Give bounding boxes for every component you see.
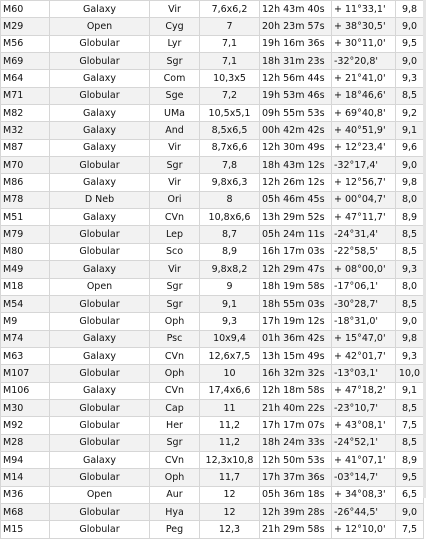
right-ascension-cell[interactable]: 09h 55m 53s	[260, 105, 332, 122]
size-cell[interactable]: 17,4x6,6	[200, 382, 260, 399]
constellation-cell[interactable]: Vir	[150, 1, 200, 18]
size-cell[interactable]: 12,3x10,8	[200, 451, 260, 468]
declination-cell[interactable]: + 43°08,1'	[332, 417, 396, 434]
type-cell[interactable]: Open	[50, 278, 150, 295]
type-cell[interactable]: Galaxy	[50, 105, 150, 122]
magnitude-cell[interactable]: 8,5	[396, 226, 424, 243]
magnitude-cell[interactable]: 9,3	[396, 261, 424, 278]
magnitude-cell[interactable]: 6,5	[396, 486, 424, 503]
declination-cell[interactable]: + 12°10,0'	[332, 521, 396, 538]
declination-cell[interactable]: + 11°33,1'	[332, 1, 396, 18]
table-row[interactable]	[1, 191, 424, 208]
type-cell[interactable]: Open	[50, 18, 150, 35]
constellation-cell[interactable]: Lyr	[150, 35, 200, 52]
right-ascension-cell[interactable]: 12h 43m 40s	[260, 1, 332, 18]
magnitude-cell[interactable]: 9,0	[396, 53, 424, 70]
magnitude-cell[interactable]: 8,5	[396, 87, 424, 104]
table-row[interactable]	[1, 122, 424, 139]
constellation-cell[interactable]: Sgr	[150, 53, 200, 70]
object-cell[interactable]: M107	[1, 365, 50, 382]
table-row[interactable]	[1, 451, 424, 468]
constellation-cell[interactable]: Oph	[150, 365, 200, 382]
constellation-cell[interactable]: Cap	[150, 399, 200, 416]
right-ascension-cell[interactable]: 12h 30m 49s	[260, 139, 332, 156]
declination-cell[interactable]: + 18°46,6'	[332, 87, 396, 104]
type-cell[interactable]: Globular	[50, 53, 150, 70]
right-ascension-cell[interactable]: 18h 31m 23s	[260, 53, 332, 70]
table-row[interactable]	[1, 521, 424, 538]
table-row[interactable]	[1, 382, 424, 399]
type-cell[interactable]: Globular	[50, 521, 150, 538]
magnitude-cell[interactable]: 8,5	[396, 243, 424, 260]
right-ascension-cell[interactable]: 13h 15m 49s	[260, 347, 332, 364]
declination-cell[interactable]: -24°52,1'	[332, 434, 396, 451]
constellation-cell[interactable]: Hya	[150, 503, 200, 520]
right-ascension-cell[interactable]: 13h 29m 52s	[260, 209, 332, 226]
declination-cell[interactable]: + 69°40,8'	[332, 105, 396, 122]
table-row[interactable]	[1, 295, 424, 312]
object-cell[interactable]: M49	[1, 261, 50, 278]
magnitude-cell[interactable]: 8,9	[396, 451, 424, 468]
declination-cell[interactable]: -03°14,7'	[332, 469, 396, 486]
size-cell[interactable]: 8,5x6,5	[200, 122, 260, 139]
table-row[interactable]	[1, 226, 424, 243]
declination-cell[interactable]: + 40°51,9'	[332, 122, 396, 139]
object-cell[interactable]: M18	[1, 278, 50, 295]
right-ascension-cell[interactable]: 17h 17m 07s	[260, 417, 332, 434]
object-cell[interactable]: M86	[1, 174, 50, 191]
magnitude-cell[interactable]: 8,5	[396, 434, 424, 451]
declination-cell[interactable]: -17°06,1'	[332, 278, 396, 295]
right-ascension-cell[interactable]: 12h 50m 53s	[260, 451, 332, 468]
type-cell[interactable]: Galaxy	[50, 139, 150, 156]
declination-cell[interactable]: -24°31,4'	[332, 226, 396, 243]
magnitude-cell[interactable]: 9,0	[396, 503, 424, 520]
type-cell[interactable]: Galaxy	[50, 451, 150, 468]
constellation-cell[interactable]: Psc	[150, 330, 200, 347]
declination-cell[interactable]: + 42°01,7'	[332, 347, 396, 364]
constellation-cell[interactable]: CVn	[150, 451, 200, 468]
declination-cell[interactable]: + 12°23,4'	[332, 139, 396, 156]
magnitude-cell[interactable]: 7,5	[396, 521, 424, 538]
type-cell[interactable]: Globular	[50, 35, 150, 52]
size-cell[interactable]: 12	[200, 486, 260, 503]
object-cell[interactable]: M54	[1, 295, 50, 312]
size-cell[interactable]: 10,3x5	[200, 70, 260, 87]
magnitude-cell[interactable]: 9,5	[396, 35, 424, 52]
magnitude-cell[interactable]: 9,0	[396, 313, 424, 330]
size-cell[interactable]: 9,1	[200, 295, 260, 312]
right-ascension-cell[interactable]: 05h 46m 45s	[260, 191, 332, 208]
declination-cell[interactable]: -26°44,5'	[332, 503, 396, 520]
type-cell[interactable]: Galaxy	[50, 1, 150, 18]
right-ascension-cell[interactable]: 16h 32m 32s	[260, 365, 332, 382]
type-cell[interactable]: Globular	[50, 313, 150, 330]
magnitude-cell[interactable]: 8,5	[396, 295, 424, 312]
size-cell[interactable]: 8,7x6,6	[200, 139, 260, 156]
constellation-cell[interactable]: Sge	[150, 87, 200, 104]
magnitude-cell[interactable]: 10,0	[396, 365, 424, 382]
object-cell[interactable]: M94	[1, 451, 50, 468]
table-row[interactable]	[1, 157, 424, 174]
type-cell[interactable]: Globular	[50, 87, 150, 104]
constellation-cell[interactable]: CVn	[150, 382, 200, 399]
constellation-cell[interactable]: CVn	[150, 209, 200, 226]
type-cell[interactable]: Galaxy	[50, 70, 150, 87]
size-cell[interactable]: 7,1	[200, 35, 260, 52]
table-row[interactable]	[1, 18, 424, 35]
type-cell[interactable]: Galaxy	[50, 174, 150, 191]
declination-cell[interactable]: + 00°04,7'	[332, 191, 396, 208]
size-cell[interactable]: 7,2	[200, 87, 260, 104]
object-cell[interactable]: M36	[1, 486, 50, 503]
type-cell[interactable]: Open	[50, 486, 150, 503]
right-ascension-cell[interactable]: 16h 17m 03s	[260, 243, 332, 260]
object-cell[interactable]: M78	[1, 191, 50, 208]
size-cell[interactable]: 12	[200, 503, 260, 520]
magnitude-cell[interactable]: 9,8	[396, 330, 424, 347]
object-cell[interactable]: M64	[1, 70, 50, 87]
table-row[interactable]	[1, 53, 424, 70]
table-row[interactable]	[1, 503, 424, 520]
size-cell[interactable]: 7	[200, 18, 260, 35]
declination-cell[interactable]: -32°20,8'	[332, 53, 396, 70]
type-cell[interactable]: Globular	[50, 157, 150, 174]
magnitude-cell[interactable]: 9,8	[396, 174, 424, 191]
size-cell[interactable]: 10,5x5,1	[200, 105, 260, 122]
object-cell[interactable]: M69	[1, 53, 50, 70]
table-row[interactable]	[1, 313, 424, 330]
object-cell[interactable]: M15	[1, 521, 50, 538]
declination-cell[interactable]: + 41°07,1'	[332, 451, 396, 468]
size-cell[interactable]: 10,8x6,6	[200, 209, 260, 226]
constellation-cell[interactable]: Sco	[150, 243, 200, 260]
size-cell[interactable]: 8,9	[200, 243, 260, 260]
object-cell[interactable]: M51	[1, 209, 50, 226]
constellation-cell[interactable]: Oph	[150, 313, 200, 330]
table-row[interactable]	[1, 330, 424, 347]
size-cell[interactable]: 7,6x6,2	[200, 1, 260, 18]
declination-cell[interactable]: + 34°08,3'	[332, 486, 396, 503]
type-cell[interactable]: Globular	[50, 295, 150, 312]
object-cell[interactable]: M92	[1, 417, 50, 434]
size-cell[interactable]: 7,8	[200, 157, 260, 174]
type-cell[interactable]: D Neb	[50, 191, 150, 208]
table-row[interactable]	[1, 261, 424, 278]
object-cell[interactable]: M9	[1, 313, 50, 330]
right-ascension-cell[interactable]: 18h 55m 03s	[260, 295, 332, 312]
type-cell[interactable]: Galaxy	[50, 382, 150, 399]
declination-cell[interactable]: -32°17,4'	[332, 157, 396, 174]
magnitude-cell[interactable]: 7,5	[396, 417, 424, 434]
object-cell[interactable]: M80	[1, 243, 50, 260]
magnitude-cell[interactable]: 8,5	[396, 399, 424, 416]
constellation-cell[interactable]: Peg	[150, 521, 200, 538]
type-cell[interactable]: Globular	[50, 365, 150, 382]
right-ascension-cell[interactable]: 19h 16m 36s	[260, 35, 332, 52]
table-row[interactable]	[1, 209, 424, 226]
type-cell[interactable]: Galaxy	[50, 261, 150, 278]
constellation-cell[interactable]: Vir	[150, 174, 200, 191]
size-cell[interactable]: 9,3	[200, 313, 260, 330]
constellation-cell[interactable]: UMa	[150, 105, 200, 122]
object-cell[interactable]: M79	[1, 226, 50, 243]
magnitude-cell[interactable]: 9,6	[396, 139, 424, 156]
type-cell[interactable]: Globular	[50, 226, 150, 243]
size-cell[interactable]: 9	[200, 278, 260, 295]
size-cell[interactable]: 9,8x6,3	[200, 174, 260, 191]
constellation-cell[interactable]: Her	[150, 417, 200, 434]
magnitude-cell[interactable]: 9,0	[396, 157, 424, 174]
right-ascension-cell[interactable]: 21h 29m 58s	[260, 521, 332, 538]
type-cell[interactable]: Galaxy	[50, 209, 150, 226]
object-cell[interactable]: M56	[1, 35, 50, 52]
object-cell[interactable]: M30	[1, 399, 50, 416]
size-cell[interactable]: 8	[200, 191, 260, 208]
table-row[interactable]	[1, 469, 424, 486]
right-ascension-cell[interactable]: 12h 56m 44s	[260, 70, 332, 87]
right-ascension-cell[interactable]: 18h 43m 12s	[260, 157, 332, 174]
magnitude-cell[interactable]: 8,0	[396, 191, 424, 208]
object-cell[interactable]: M63	[1, 347, 50, 364]
size-cell[interactable]: 11	[200, 399, 260, 416]
right-ascension-cell[interactable]: 05h 36m 18s	[260, 486, 332, 503]
right-ascension-cell[interactable]: 05h 24m 11s	[260, 226, 332, 243]
object-cell[interactable]: M28	[1, 434, 50, 451]
right-ascension-cell[interactable]: 12h 26m 12s	[260, 174, 332, 191]
magnitude-cell[interactable]: 9,1	[396, 382, 424, 399]
table-row[interactable]	[1, 434, 424, 451]
constellation-cell[interactable]: Sgr	[150, 157, 200, 174]
type-cell[interactable]: Globular	[50, 399, 150, 416]
table-row[interactable]	[1, 35, 424, 52]
constellation-cell[interactable]: Sgr	[150, 278, 200, 295]
size-cell[interactable]: 10x9,4	[200, 330, 260, 347]
right-ascension-cell[interactable]: 20h 23m 57s	[260, 18, 332, 35]
table-row[interactable]	[1, 486, 424, 503]
magnitude-cell[interactable]: 9,8	[396, 1, 424, 18]
constellation-cell[interactable]: Vir	[150, 261, 200, 278]
magnitude-cell[interactable]: 8,0	[396, 278, 424, 295]
constellation-cell[interactable]: CVn	[150, 347, 200, 364]
table-body	[1, 1, 424, 539]
table-row[interactable]	[1, 1, 424, 18]
table-row[interactable]	[1, 105, 424, 122]
right-ascension-cell[interactable]: 17h 19m 12s	[260, 313, 332, 330]
right-ascension-cell[interactable]: 18h 19m 58s	[260, 278, 332, 295]
type-cell[interactable]: Globular	[50, 243, 150, 260]
object-cell[interactable]: M71	[1, 87, 50, 104]
object-cell[interactable]: M68	[1, 503, 50, 520]
magnitude-cell[interactable]: 9,1	[396, 122, 424, 139]
table-row[interactable]	[1, 243, 424, 260]
object-cell[interactable]: M29	[1, 18, 50, 35]
type-cell[interactable]: Globular	[50, 503, 150, 520]
right-ascension-cell[interactable]: 19h 53m 46s	[260, 87, 332, 104]
right-ascension-cell[interactable]: 12h 18m 58s	[260, 382, 332, 399]
constellation-cell[interactable]: Sgr	[150, 295, 200, 312]
type-cell[interactable]: Galaxy	[50, 330, 150, 347]
type-cell[interactable]: Globular	[50, 469, 150, 486]
constellation-cell[interactable]: Com	[150, 70, 200, 87]
declination-cell[interactable]: + 47°11,7'	[332, 209, 396, 226]
object-cell[interactable]: M87	[1, 139, 50, 156]
table-row[interactable]	[1, 365, 424, 382]
declination-cell[interactable]: + 38°30,5'	[332, 18, 396, 35]
table-row[interactable]	[1, 278, 424, 295]
object-cell[interactable]: M32	[1, 122, 50, 139]
type-cell[interactable]: Globular	[50, 434, 150, 451]
declination-cell[interactable]: + 08°00,0'	[332, 261, 396, 278]
size-cell[interactable]: 11,2	[200, 434, 260, 451]
size-cell[interactable]: 12,3	[200, 521, 260, 538]
declination-cell[interactable]: + 15°47,0'	[332, 330, 396, 347]
constellation-cell[interactable]: And	[150, 122, 200, 139]
object-cell[interactable]: M60	[1, 1, 50, 18]
object-cell[interactable]: M14	[1, 469, 50, 486]
right-ascension-cell[interactable]: 12h 39m 28s	[260, 503, 332, 520]
table-row[interactable]	[1, 87, 424, 104]
magnitude-cell[interactable]: 9,3	[396, 347, 424, 364]
table-row[interactable]	[1, 70, 424, 87]
declination-cell[interactable]: -13°03,1'	[332, 365, 396, 382]
object-cell[interactable]: M82	[1, 105, 50, 122]
right-ascension-cell[interactable]: 17h 37m 36s	[260, 469, 332, 486]
right-ascension-cell[interactable]: 12h 29m 47s	[260, 261, 332, 278]
declination-cell[interactable]: -22°58,5'	[332, 243, 396, 260]
magnitude-cell[interactable]: 9,3	[396, 70, 424, 87]
magnitude-cell[interactable]: 9,0	[396, 18, 424, 35]
constellation-cell[interactable]: Vir	[150, 139, 200, 156]
magnitude-cell[interactable]: 8,9	[396, 209, 424, 226]
constellation-cell[interactable]: Aur	[150, 486, 200, 503]
declination-cell[interactable]: -30°28,7'	[332, 295, 396, 312]
magnitude-cell[interactable]: 9,5	[396, 469, 424, 486]
constellation-cell[interactable]: Oph	[150, 469, 200, 486]
right-ascension-cell[interactable]: 01h 36m 42s	[260, 330, 332, 347]
magnitude-cell[interactable]: 9,2	[396, 105, 424, 122]
declination-cell[interactable]: -23°10,7'	[332, 399, 396, 416]
table-row[interactable]	[1, 139, 424, 156]
size-cell[interactable]: 11,7	[200, 469, 260, 486]
table-row[interactable]	[1, 174, 424, 191]
constellation-cell[interactable]: Ori	[150, 191, 200, 208]
object-cell[interactable]: M70	[1, 157, 50, 174]
size-cell[interactable]: 9,8x8,2	[200, 261, 260, 278]
constellation-cell[interactable]: Cyg	[150, 18, 200, 35]
declination-cell[interactable]: + 12°56,7'	[332, 174, 396, 191]
right-ascension-cell[interactable]: 00h 42m 42s	[260, 122, 332, 139]
size-cell[interactable]: 12,6x7,5	[200, 347, 260, 364]
declination-cell[interactable]: + 30°11,0'	[332, 35, 396, 52]
constellation-cell[interactable]: Lep	[150, 226, 200, 243]
type-cell[interactable]: Globular	[50, 417, 150, 434]
right-ascension-cell[interactable]: 18h 24m 33s	[260, 434, 332, 451]
table-row[interactable]	[1, 399, 424, 416]
type-cell[interactable]: Galaxy	[50, 122, 150, 139]
size-cell[interactable]: 11,2	[200, 417, 260, 434]
size-cell[interactable]: 10	[200, 365, 260, 382]
object-cell[interactable]: M106	[1, 382, 50, 399]
declination-cell[interactable]: + 47°18,2'	[332, 382, 396, 399]
table-row[interactable]	[1, 417, 424, 434]
object-cell[interactable]: M74	[1, 330, 50, 347]
declination-cell[interactable]: + 21°41,0'	[332, 70, 396, 87]
right-ascension-cell[interactable]: 21h 40m 22s	[260, 399, 332, 416]
size-cell[interactable]: 7,1	[200, 53, 260, 70]
type-cell[interactable]: Galaxy	[50, 347, 150, 364]
constellation-cell[interactable]: Sgr	[150, 434, 200, 451]
table-row[interactable]	[1, 347, 424, 364]
declination-cell[interactable]: -18°31,0'	[332, 313, 396, 330]
size-cell[interactable]: 8,7	[200, 226, 260, 243]
